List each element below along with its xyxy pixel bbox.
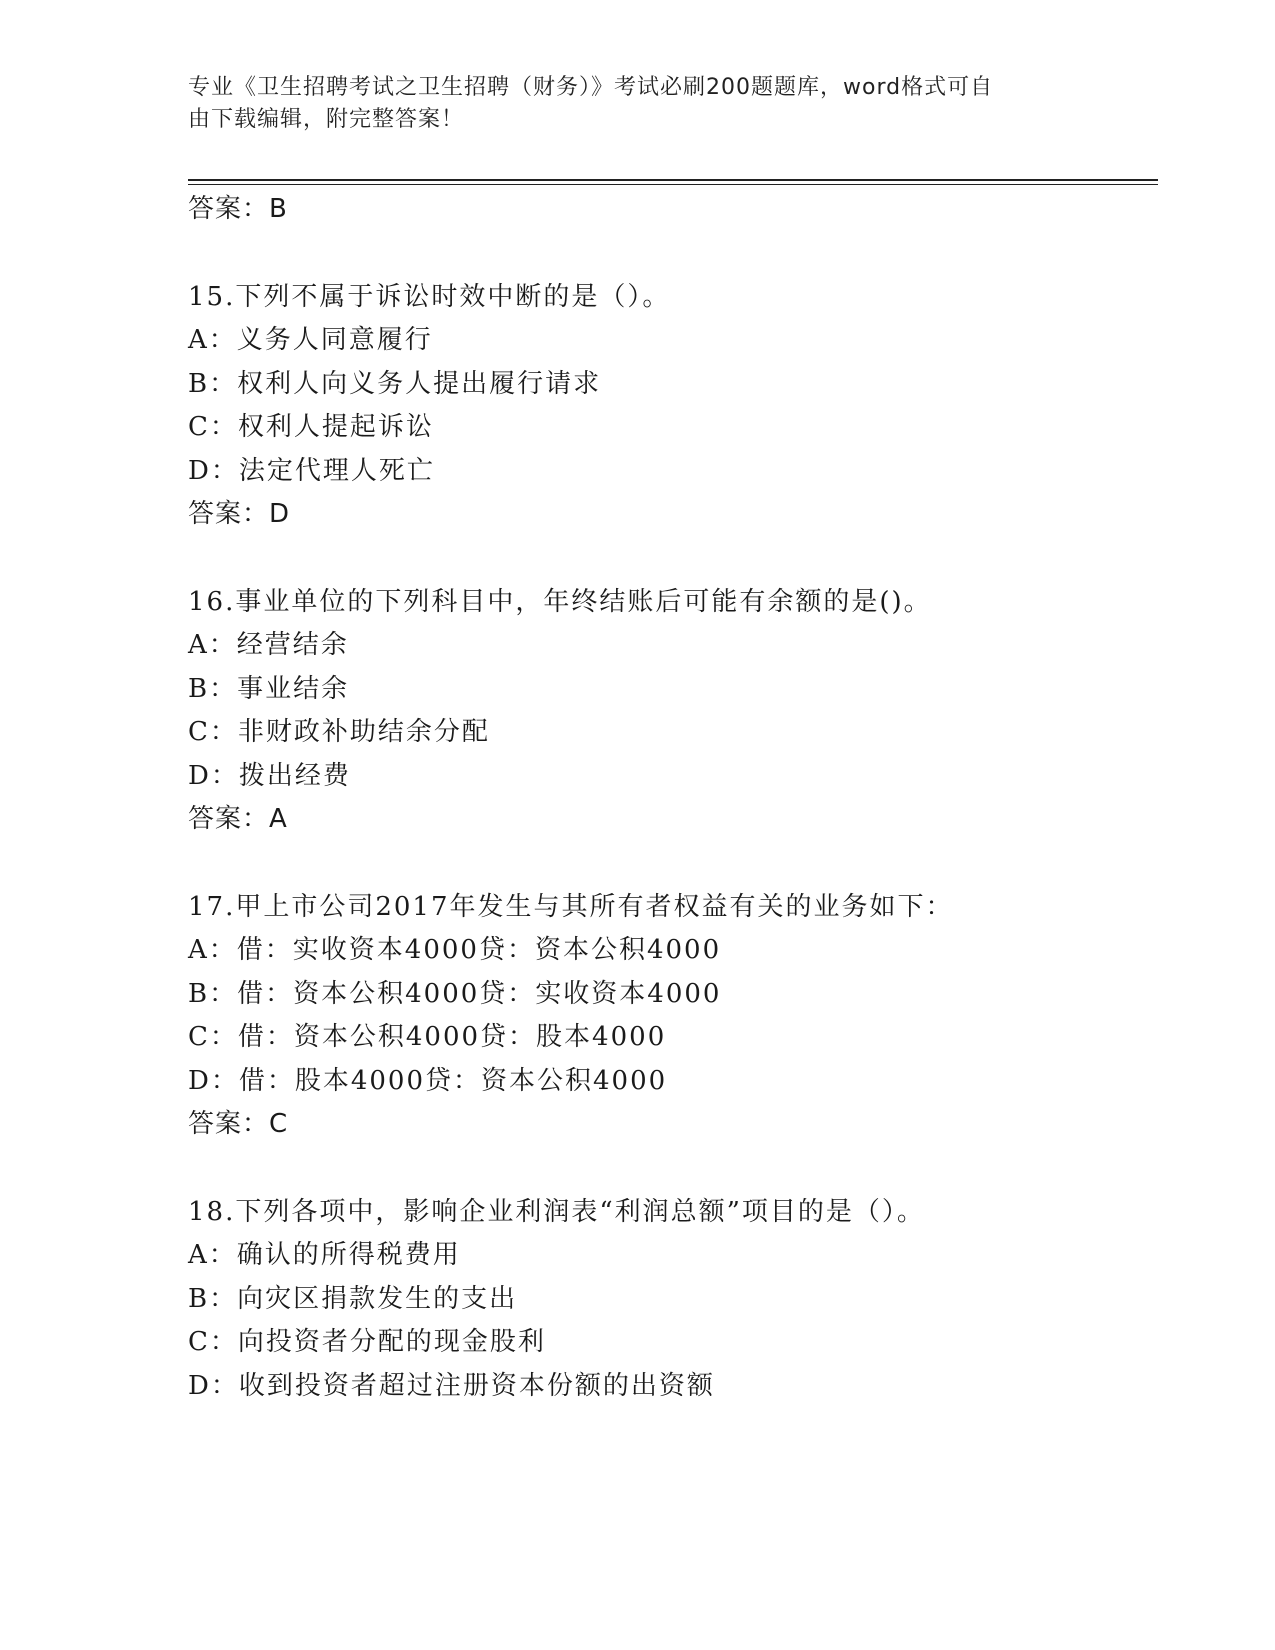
header-divider-thin (188, 184, 1158, 185)
option-d: D：法定代理人死亡 (188, 456, 435, 486)
option-b: B：借：资本公积4000贷：实收资本4000 (188, 979, 722, 1009)
header-line-1: 专业《卫生招聘考试之卫生招聘（财务）》考试必刷200题题库，word格式可自 (188, 75, 994, 100)
question-stem: 15.下列不属于诉讼时效中断的是（）。 (188, 282, 671, 312)
option-d: D：拨出经费 (188, 761, 351, 791)
question-stem: 18.下列各项中，影响企业利润表“利润总额”项目的是（）。 (188, 1197, 925, 1227)
option-c: C：借：资本公积4000贷：股本4000 (188, 1022, 667, 1052)
header-divider-thick (188, 179, 1158, 181)
option-a: A：经营结余 (188, 630, 349, 660)
option-b: B：向灾区捐款发生的支出 (188, 1284, 518, 1314)
option-d: D：收到投资者超过注册资本份额的出资额 (188, 1371, 715, 1401)
document-header (188, 72, 1068, 136)
question-stem: 17.甲上市公司2017年发生与其所有者权益有关的业务如下： (188, 892, 954, 922)
option-a: A：义务人同意履行 (188, 325, 433, 355)
option-d: D：借：股本4000贷：资本公积4000 (188, 1066, 668, 1096)
header-line-2: 由下载编辑，附完整答案！ (188, 107, 465, 132)
answer-line: 答案：C (188, 1109, 289, 1139)
option-a: A：确认的所得税费用 (188, 1240, 461, 1270)
option-b: B：权利人向义务人提出履行请求 (188, 369, 602, 399)
option-b: B：事业结余 (188, 674, 350, 704)
option-c: C：向投资者分配的现金股利 (188, 1327, 546, 1357)
answer-line: 答案：D (188, 499, 291, 529)
answer-line: 答案：B (188, 194, 288, 224)
answer-line: 答案：A (188, 804, 288, 834)
option-c: C：权利人提起诉讼 (188, 412, 434, 442)
option-a: A：借：实收资本4000贷：资本公积4000 (188, 935, 722, 965)
option-c: C：非财政补助结余分配 (188, 717, 490, 747)
question-stem: 16.事业单位的下列科目中，年终结账后可能有余额的是()。 (188, 587, 932, 617)
